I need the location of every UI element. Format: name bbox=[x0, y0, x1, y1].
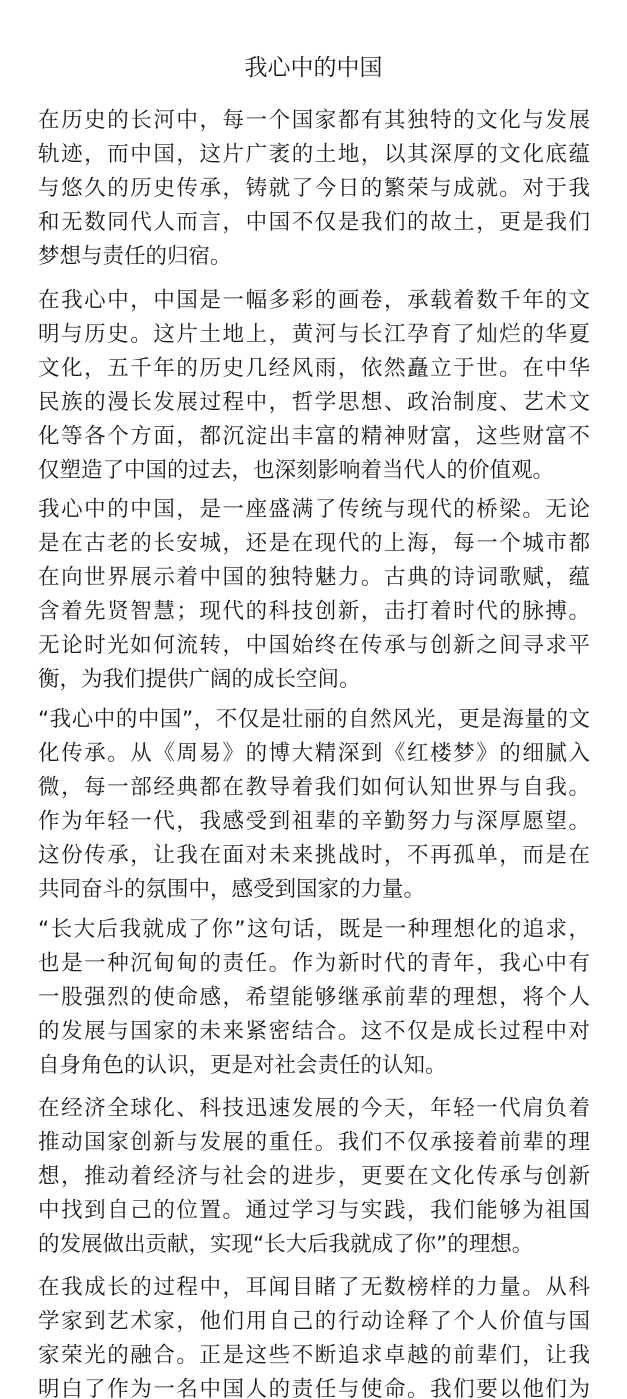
paragraph-5 bbox=[38, 913, 590, 1083]
text-line: 无论时光如何流转，中国始终在传承与创新之间寻求平 bbox=[38, 633, 590, 658]
text-line: 是在古老的长安城，还是在现代的上海，每一个城市都 bbox=[38, 531, 590, 556]
text-line: 中找到自己的位置。通过学习与实践，我们能够为祖国 bbox=[38, 1198, 590, 1223]
text-line: 化传承。从《周易》的博大精深到《红楼梦》的细腻入 bbox=[38, 741, 590, 766]
text-line: “我心中的中国”，不仅是壮丽的自然风光，更是海量的文 bbox=[38, 707, 590, 732]
text-line: 推动国家创新与发展的重任。我们不仅承接着前辈的理 bbox=[38, 1130, 590, 1155]
paragraph-3 bbox=[38, 493, 590, 697]
paragraph-6 bbox=[38, 1092, 590, 1262]
text-line: 仅塑造了中国的过去，也深刻影响着当代人的价值观。 bbox=[38, 458, 555, 483]
text-line: 文化，五千年的历史几经风雨，依然矗立于世。在中华 bbox=[38, 356, 590, 381]
text-line: 民族的漫长发展过程中，哲学思想、政治制度、艺术文 bbox=[38, 390, 590, 415]
text-line: 衡，为我们提供广阔的成长空间。 bbox=[38, 667, 361, 692]
text-line: “长大后我就成了你”这句话，既是一种理想化的追求， bbox=[38, 917, 590, 942]
article-title: 我心中的中国 bbox=[244, 55, 383, 81]
text-line: 微，每一部经典都在教导着我们如何认知世界与自我。 bbox=[38, 775, 590, 800]
text-line: 化等各个方面，都沉淀出丰富的精神财富，这些财富不 bbox=[38, 424, 590, 449]
text-line: 也是一种沉甸甸的责任。作为新时代的青年，我心中有 bbox=[38, 951, 590, 976]
text-line: 学家到艺术家，他们用自己的行动诠释了个人价值与国 bbox=[38, 1309, 590, 1334]
paragraph-4 bbox=[38, 703, 590, 907]
text-line: 与悠久的历史传承，铸就了今日的繁荣与成就。对于我 bbox=[38, 176, 590, 201]
text-line: 在向世界展示着中国的独特魅力。古典的诗词歌赋，蕴 bbox=[38, 565, 590, 590]
text-line: 明与历史。这片土地上，黄河与长江孕育了灿烂的华夏 bbox=[38, 322, 590, 347]
text-line: 明白了作为一名中国人的责任与使命。我们要以他们为 bbox=[38, 1377, 590, 1399]
text-line: 共同奋斗的氛围中，感受到国家的力量。 bbox=[38, 877, 426, 902]
text-line: 自身角色的认识，更是对社会责任的认知。 bbox=[38, 1053, 447, 1078]
text-line: 想，推动着经济与社会的进步，更要在文化传承与创新 bbox=[38, 1164, 590, 1189]
text-line: 一股强烈的使命感，希望能够继承前辈的理想，将个人 bbox=[38, 985, 590, 1010]
text-line: 我心中的中国，是一座盛满了传统与现代的桥梁。无论 bbox=[38, 497, 590, 522]
text-line: 这份传承，让我在面对未来挑战时，不再孤单，而是在 bbox=[38, 843, 590, 868]
text-line: 含着先贤智慧；现代的科技创新，击打着时代的脉搏。 bbox=[38, 599, 590, 624]
text-line: 轨迹，而中国，这片广袤的土地，以其深厚的文化底蕴 bbox=[38, 142, 590, 167]
text-line: 的发展与国家的未来紧密结合。这不仅是成长过程中对 bbox=[38, 1019, 590, 1044]
text-line: 梦想与责任的归宿。 bbox=[38, 244, 232, 269]
paragraph-7 bbox=[38, 1271, 590, 1399]
text-line: 的发展做出贡献，实现“长大后我就成了你”的理想。 bbox=[38, 1232, 534, 1257]
paragraph-2 bbox=[38, 284, 590, 488]
text-line: 和无数同代人而言，中国不仅是我们的故土，更是我们 bbox=[38, 210, 590, 235]
text-line: 作为年轻一代，我感受到祖辈的辛勤努力与深厚愿望。 bbox=[38, 809, 590, 834]
text-line: 在我成长的过程中，耳闻目睹了无数榜样的力量。从科 bbox=[38, 1275, 590, 1300]
text-line: 在历史的长河中，每一个国家都有其独特的文化与发展 bbox=[38, 108, 590, 133]
paragraph-1 bbox=[38, 104, 590, 274]
text-line: 在经济全球化、科技迅速发展的今天，年轻一代肩负着 bbox=[38, 1096, 590, 1121]
text-line: 家荣光的融合。正是这些不断追求卓越的前辈们，让我 bbox=[38, 1343, 590, 1368]
text-line: 在我心中，中国是一幅多彩的画卷，承载着数千年的文 bbox=[38, 288, 590, 313]
